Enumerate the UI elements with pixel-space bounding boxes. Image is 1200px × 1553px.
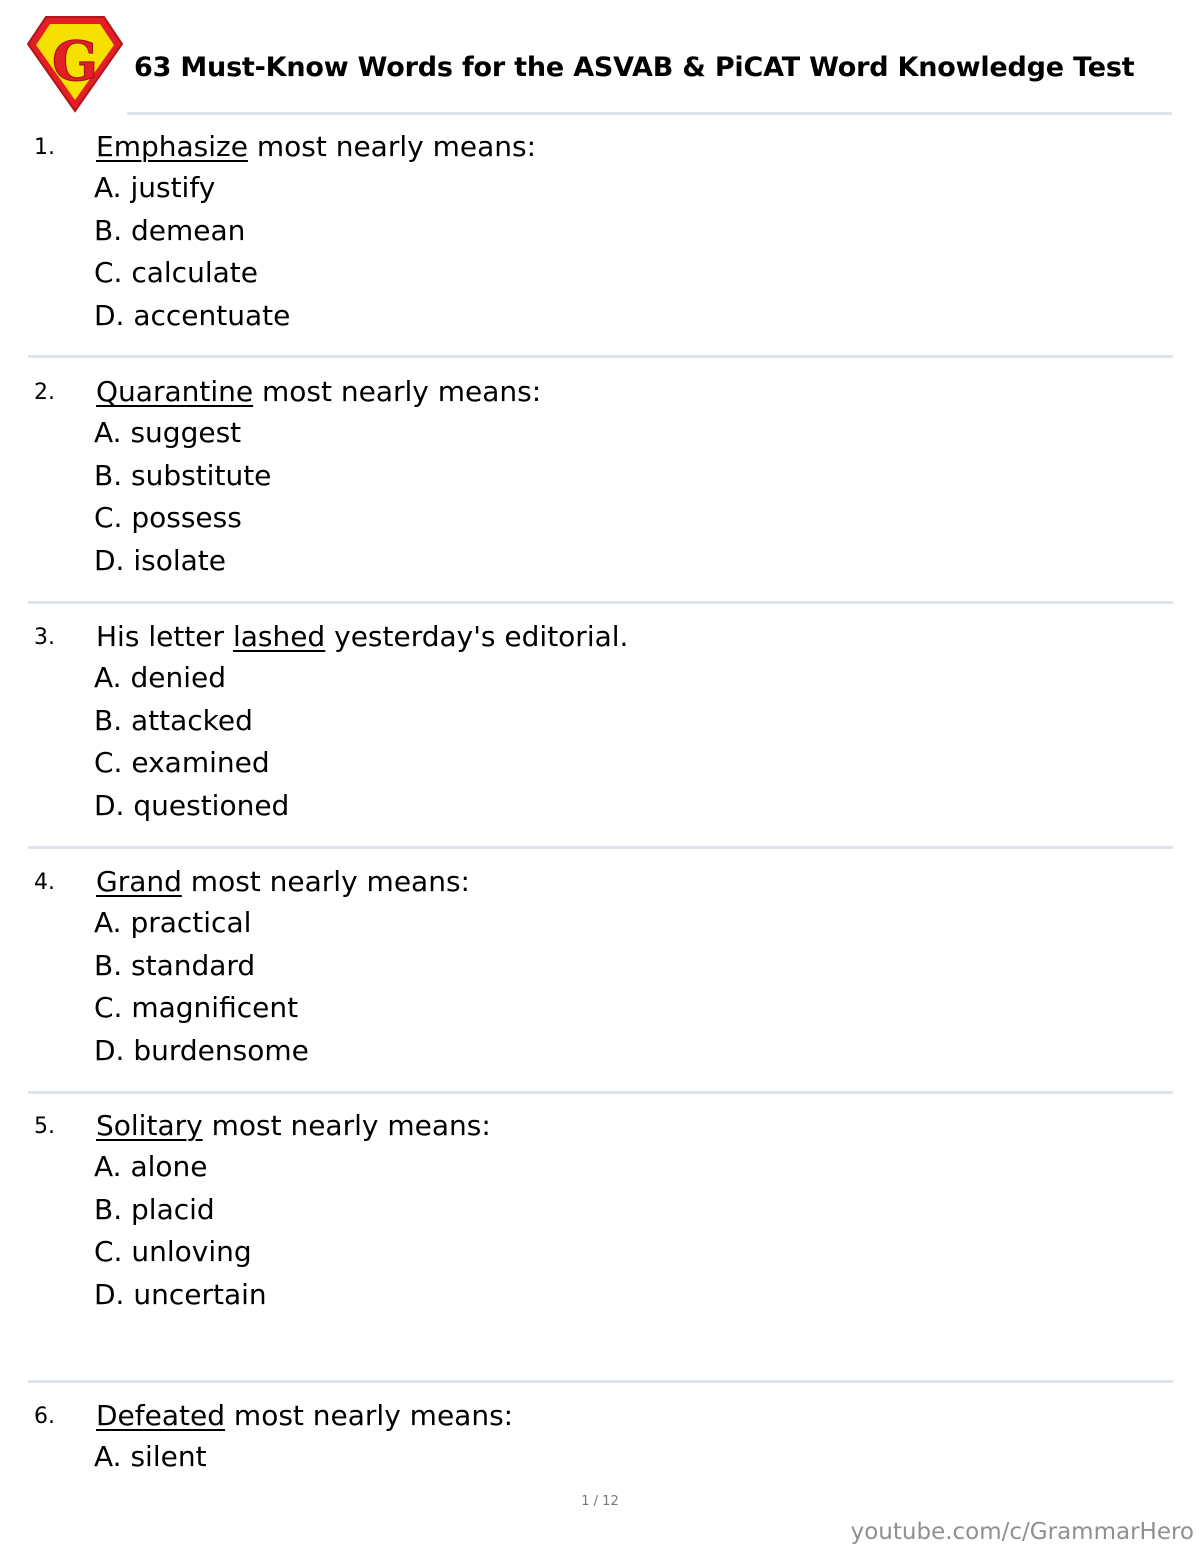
answer-option[interactable]: C. calculate [94, 256, 258, 290]
answer-option[interactable]: C. possess [94, 501, 242, 535]
question-number: 2. [34, 380, 55, 405]
question-divider [28, 601, 1173, 604]
target-word: Defeated [96, 1399, 226, 1432]
question-stem [96, 1399, 513, 1433]
target-word: Quarantine [96, 375, 254, 408]
answer-options [94, 906, 309, 1077]
answer-option[interactable]: D. accentuate [94, 299, 291, 333]
question-number: 6. [34, 1404, 55, 1429]
question-number: 4. [34, 870, 55, 895]
answer-option[interactable]: C. magnificent [94, 991, 299, 1025]
answer-option[interactable]: D. isolate [94, 544, 227, 578]
answer-option[interactable]: B. placid [94, 1192, 215, 1226]
answer-option[interactable]: A. justify [94, 171, 216, 204]
page-title: 63 Must-Know Words for the ASVAB & PiCAT Word Knowledge Test [134, 52, 1135, 83]
question-number: 5. [34, 1114, 55, 1139]
grammar-hero-logo [26, 14, 124, 114]
answer-options [94, 1150, 267, 1321]
question-number: 3. [34, 625, 55, 650]
target-word: lashed [232, 620, 326, 653]
answer-option[interactable]: A. alone [94, 1150, 208, 1183]
stem-text-after: most nearly means: [181, 865, 470, 898]
footer-url: youtube.com/c/GrammarHero [850, 1519, 1194, 1545]
question-divider [28, 846, 1173, 849]
stem-text-before: His letter [96, 620, 233, 653]
stem-text-after: yesterday's editorial. [325, 620, 629, 653]
answer-options [94, 416, 271, 587]
stem-text-after: most nearly means: [247, 130, 537, 163]
answer-option[interactable]: D. questioned [94, 789, 290, 823]
question-stem [96, 130, 536, 164]
answer-option[interactable]: A. silent [94, 1440, 207, 1473]
question-divider [28, 1380, 1173, 1383]
question-divider [28, 355, 1173, 358]
answer-option[interactable]: D. burdensome [94, 1034, 309, 1068]
answer-options [94, 661, 289, 832]
question-divider [28, 1091, 1173, 1094]
question-stem [96, 620, 628, 654]
answer-option[interactable]: D. uncertain [94, 1278, 267, 1312]
answer-option[interactable]: C. examined [94, 746, 270, 780]
answer-option[interactable]: B. substitute [94, 458, 272, 492]
stem-text-after: most nearly means: [225, 1399, 514, 1432]
answer-option[interactable]: C. unloving [94, 1235, 252, 1269]
target-word: Emphasize [96, 130, 248, 163]
answer-option[interactable]: B. demean [94, 213, 246, 247]
answer-option[interactable]: A. practical [94, 906, 252, 939]
stem-text-after: most nearly means: [253, 375, 542, 408]
answer-option[interactable]: B. attacked [94, 703, 253, 737]
title-divider [127, 112, 1172, 115]
answer-option[interactable]: A. suggest [94, 416, 242, 449]
logo-letter: G [51, 29, 99, 93]
answer-option[interactable]: B. standard [94, 948, 256, 982]
question-stem [96, 375, 541, 409]
stem-text-after: most nearly means: [202, 1109, 491, 1142]
question-stem [96, 865, 470, 899]
question-stem [96, 1109, 491, 1143]
answer-option[interactable]: A. denied [94, 661, 226, 694]
target-word: Grand [96, 865, 182, 898]
answer-options [94, 171, 290, 342]
shield-logo-icon [26, 14, 124, 114]
target-word: Solitary [96, 1109, 203, 1142]
question-number: 1. [34, 135, 55, 160]
answer-options [94, 1440, 207, 1483]
page-indicator: 1 / 12 [581, 1494, 619, 1509]
